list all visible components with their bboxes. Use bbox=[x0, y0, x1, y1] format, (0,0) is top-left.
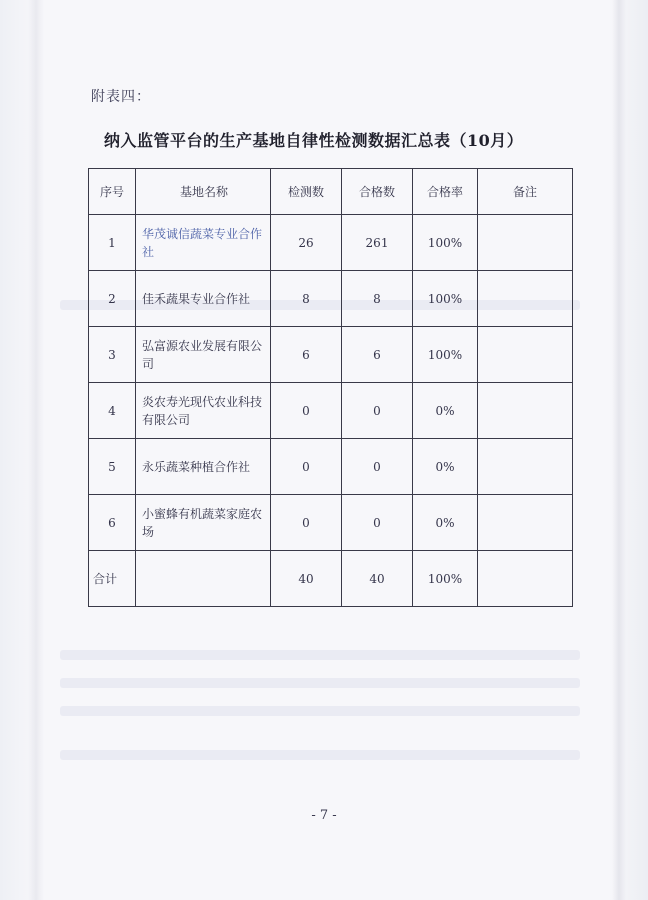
table-row bbox=[89, 383, 573, 439]
cell-no: 2 bbox=[89, 271, 136, 327]
table-header-row bbox=[89, 169, 573, 215]
header-no: 序号 bbox=[89, 169, 136, 215]
page-number: - 7 - bbox=[311, 808, 337, 823]
annex-label: 附表四： bbox=[91, 89, 151, 105]
table-row bbox=[89, 215, 573, 271]
table-row bbox=[89, 327, 573, 383]
cell-name: 小蜜蜂有机蔬菜家庭农场 bbox=[136, 495, 271, 551]
bleed-through-mark bbox=[60, 706, 580, 716]
cell-note bbox=[478, 495, 573, 551]
header-name: 基地名称 bbox=[136, 169, 271, 215]
cell-total-note bbox=[478, 551, 573, 607]
cell-total-tested: 40 bbox=[271, 551, 342, 607]
cell-rate: 100% bbox=[413, 215, 478, 271]
cell-tested: 8 bbox=[271, 271, 342, 327]
cell-name: 炎农寿光现代农业科技有限公司 bbox=[136, 383, 271, 439]
cell-name: 永乐蔬菜种植合作社 bbox=[136, 439, 271, 495]
table-total-row bbox=[89, 551, 573, 607]
header-passed: 合格数 bbox=[342, 169, 413, 215]
cell-note bbox=[478, 271, 573, 327]
cell-no: 3 bbox=[89, 327, 136, 383]
table-row bbox=[89, 439, 573, 495]
cell-name: 佳禾蔬果专业合作社 bbox=[136, 271, 271, 327]
cell-tested: 0 bbox=[271, 495, 342, 551]
cell-passed: 0 bbox=[342, 439, 413, 495]
cell-rate: 100% bbox=[413, 271, 478, 327]
cell-passed: 261 bbox=[342, 215, 413, 271]
cell-name: 华茂诚信蔬菜专业合作社 bbox=[136, 215, 271, 271]
cell-total-rate: 100% bbox=[413, 551, 478, 607]
cell-rate: 0% bbox=[413, 439, 478, 495]
cell-note bbox=[478, 439, 573, 495]
cell-note bbox=[478, 215, 573, 271]
cell-rate: 0% bbox=[413, 383, 478, 439]
cell-tested: 0 bbox=[271, 383, 342, 439]
page-title: 纳入监管平台的生产基地自律性检测数据汇总表（10月） bbox=[104, 131, 524, 150]
cell-note bbox=[478, 327, 573, 383]
cell-passed: 6 bbox=[342, 327, 413, 383]
summary-table bbox=[88, 168, 573, 607]
cell-tested: 6 bbox=[271, 327, 342, 383]
cell-no: 1 bbox=[89, 215, 136, 271]
cell-note bbox=[478, 383, 573, 439]
table-row bbox=[89, 495, 573, 551]
scan-fold-shadow-left bbox=[28, 0, 44, 900]
cell-tested: 0 bbox=[271, 439, 342, 495]
cell-rate: 100% bbox=[413, 327, 478, 383]
cell-no: 6 bbox=[89, 495, 136, 551]
cell-passed: 0 bbox=[342, 383, 413, 439]
bleed-through-mark bbox=[60, 650, 580, 660]
cell-total-label: 合计 bbox=[89, 551, 136, 607]
header-note: 备注 bbox=[478, 169, 573, 215]
cell-passed: 0 bbox=[342, 495, 413, 551]
cell-total-name bbox=[136, 551, 271, 607]
table-row bbox=[89, 271, 573, 327]
cell-tested: 26 bbox=[271, 215, 342, 271]
cell-passed: 8 bbox=[342, 271, 413, 327]
scan-fold-shadow-right bbox=[612, 0, 626, 900]
header-rate: 合格率 bbox=[413, 169, 478, 215]
bleed-through-mark bbox=[60, 750, 580, 760]
cell-rate: 0% bbox=[413, 495, 478, 551]
header-tested: 检测数 bbox=[271, 169, 342, 215]
cell-name: 弘富源农业发展有限公司 bbox=[136, 327, 271, 383]
cell-no: 5 bbox=[89, 439, 136, 495]
bleed-through-mark bbox=[60, 678, 580, 688]
cell-total-passed: 40 bbox=[342, 551, 413, 607]
cell-no: 4 bbox=[89, 383, 136, 439]
